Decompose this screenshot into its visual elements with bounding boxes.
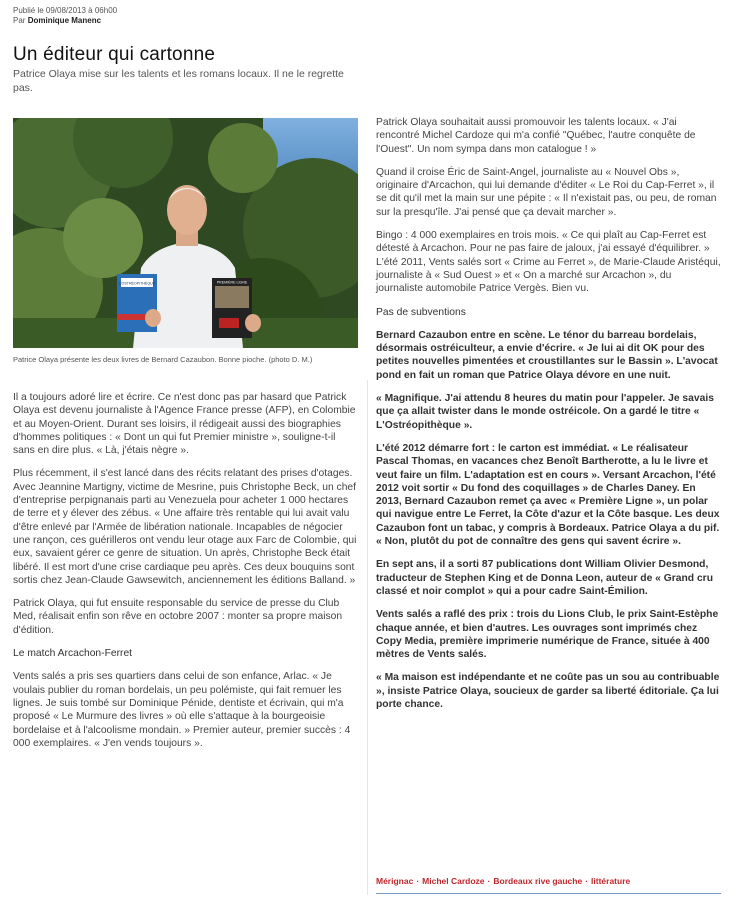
paragraph: En sept ans, il a sorti 87 publications dont William Olivier Desmond, traducteur de Stephen King et de Donna Leon, auteur de « Grand cru classé et noir complot » qui a pour cadre Saint-Émilion.	[376, 559, 713, 597]
article-meta	[13, 6, 117, 26]
author-name[interactable]: Dominique Manenc	[27, 16, 102, 25]
paragraph: Il a toujours adoré lire et écrire. Ce n'est donc pas par hasard que Patrick Olaya est devenu journaliste à l'Agence France presse (AFP), en Colombie et au Moyen-Orient. Durant ses loisirs, il rédigeait aussi des biographies d'hommes politiques : « Dont un qui fut Premier ministre », souligne-t-il sans en dire plus. « Là, j'étais nègre ».	[13, 392, 356, 457]
article-title: Un éditeur qui cartonne	[13, 44, 216, 65]
publish-date: Publié le 09/08/2013 à 06h00	[13, 6, 118, 15]
paragraph: Vents salés a pris ses quartiers dans celui de son enfance, Arlac. « Je voulais publier du roman bordelais, un peu polémiste, qui fait remuer les lignes. Je suis tombé sur Dominique Pénide, dentiste et écrivain, qui m'a proposé « Le Murmure des livres » où elle s'attaque à la bourgeoisie bordelaise et à l'alcoolisme mondain. » Premier auteur, premier succès : 4 000 exemplaires. « J'en vends toujours ».	[13, 671, 351, 749]
paragraph: Vents salés a raflé des prix : trois du Lions Club, le prix Saint-Estèphe chaque année, et bien d'autres. Les ouvrages sont imprimés chez Copy Media, première imprimerie numérique de France, située à 400 mètres de Vents salés.	[376, 609, 719, 661]
section-subhead: Le match Arcachon-Ferret	[13, 648, 133, 660]
photo-caption: Patrice Olaya présente les deux livres de Bernard Cazaubon. Bonne pioche. (photo D. M.)	[13, 355, 313, 364]
book-left-title: L'OSTRÉOPITHÈQUE	[118, 281, 156, 286]
tag-link[interactable]: Mérignac	[376, 876, 414, 886]
byline: Par Dominique Manenc	[13, 16, 102, 25]
paragraph: Bernard Cazaubon entre en scène. Le ténor du barreau bordelais, désormais ostréiculteur, a envie d'écrire. « Je lui ai dit OK pour des petites nouvelles pimentées et croustillantes sur le Bassin ». L'avocat pond en fait un roman que Patrice Olaya dévore en une nuit.	[376, 329, 718, 381]
book-right-title: PREMIÈRE LIGNE	[216, 280, 248, 285]
tag-list	[376, 876, 630, 886]
tag-link[interactable]: littérature	[591, 876, 631, 886]
photo-illustration	[13, 118, 358, 348]
paragraph: Quand il croise Éric de Saint-Angel, journaliste au « Nouvel Obs », originaire d'Arcachon, qui lui demande d'éditer « Le Roi du Cap-Ferret », il se dit qu'il met la main sur une pépite : « Il n'existait pas, ou peu, de roman sur la presqu'île. J'ai pensé que ça devait marcher ».	[376, 166, 717, 218]
tag-separator: ·	[416, 876, 420, 886]
paragraph: L'été 2012 démarre fort : le carton est immédiat. « Le réalisateur Pascal Thomas, en vacances chez Benoît Bartherotte, a lu le livre et veut faire un film. L'adaptation est en cours ». Versant Arcachon, l'été 2012 voit sortir « Du fond des coquillages » de Charles Daney. En 2013, Bernard Cazaubon remet ça avec « Première Ligne », un polar qui navigue entre Le Ferret, la Côte d'azur et la Côte basque. Les deux Cazaubon font un tabac, y compris à Bordeaux. Patrice Olaya a du pif. « Non, plutôt du pot de connaître des gens qui savent écrire ».	[376, 442, 720, 548]
paragraph: Patrick Olaya souhaitait aussi promouvoir les talents locaux. « J'ai rencontré Michel Cardoze qui m'a confié "Québec, l'autre conquête de l'Ouest". Un nom sympa dans mon catalogue ! »	[376, 117, 696, 155]
right-column	[376, 116, 721, 721]
book-right	[212, 278, 252, 338]
tag-separator: ·	[487, 876, 491, 886]
section-subhead: Pas de subventions	[376, 306, 466, 318]
paragraph: Patrick Olaya, qui fut ensuite responsable du service de presse du Club Med, réalisait enfin son rêve en octobre 2007 : monter sa propre maison d'édition.	[13, 598, 343, 636]
bottom-rule	[376, 893, 721, 894]
paragraph: Plus récemment, il s'est lancé dans des récits relatant des prises d'otages. Avec Jeannine Martigny, victime de Mesrine, puis Christophe Beck, un chef d'entreprise perpignanais parti au Venezuela pour acheter 1 000 hectares de terre et y élever des zébus. « Une affaire très rentable qui lui avait valu d'être enlevé par l'Armée de libération nationale. Incapables de négocier une rançon, ces guérilleros ont vendu leur otage aux Farc de Colombie, qui eux, savaient gérer ce genre de situation. Un après, Christophe Beck était libéré. Il est mort d'une crise cardiaque peu après. Ces deux bouquins sont sortis chez Jean-Claude Gawsewitch, anciennement les éditions Balland. »	[13, 468, 357, 586]
paragraph: Bingo : 4 000 exemplaires en trois mois. « Ce qui plaît au Cap-Ferret est détesté à Arcachon. Pour ne pas faire de jaloux, j'ai essayé d'équilibrer. » L'été 2011, Vents salés sort « Crime au Ferret », de Marie-Claude Aristéqui, journaliste à « Sud Ouest » et « On a marché sur Arcachon », du journaliste automobile Patrice Vergès. Bien vu.	[376, 230, 721, 295]
left-column	[13, 391, 358, 760]
paragraph: « Magnifique. J'ai attendu 8 heures du matin pour l'appeler. Je savais que ça allait twister dans le monde ostréicole. On a gardé le titre « L'Ostréopithèque ».	[376, 393, 714, 431]
tag-link[interactable]: Bordeaux rive gauche	[493, 876, 583, 886]
tag-separator: ·	[585, 876, 589, 886]
article-photo	[13, 118, 358, 348]
column-divider	[367, 380, 368, 895]
paragraph: « Ma maison est indépendante et ne coûte pas un sou au contribuable », insiste Patrice Olaya, soucieux de garder sa liberté éditoriale. Ça lui porte chance.	[376, 672, 720, 710]
article-lede: Patrice Olaya mise sur les talents et les romans locaux. Il ne le regrette pas.	[13, 68, 344, 94]
tag-link[interactable]: Michel Cardoze	[422, 876, 485, 886]
